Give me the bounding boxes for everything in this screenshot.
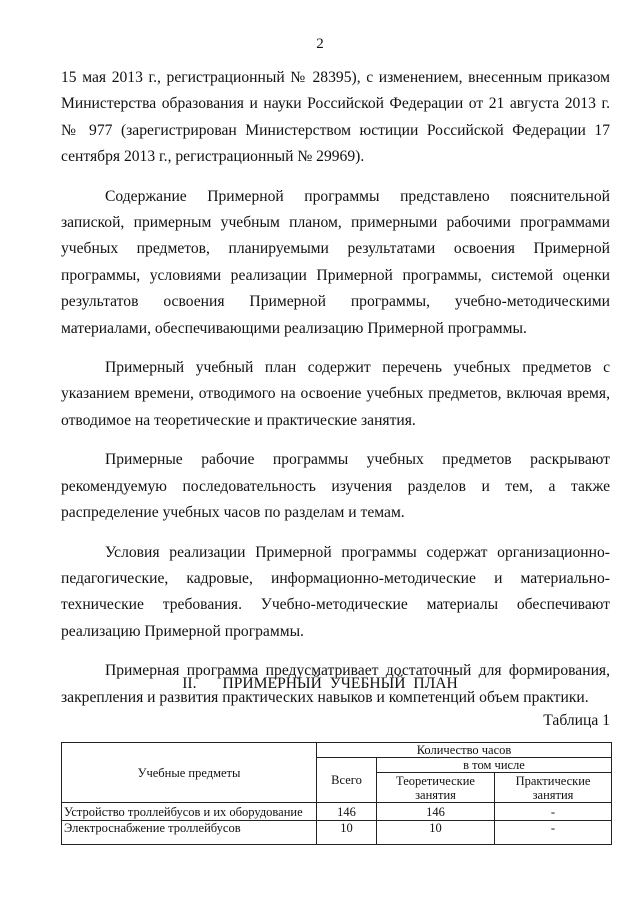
section-heading bbox=[0, 675, 640, 693]
header-practice: Практические занятия bbox=[495, 773, 612, 803]
paragraph: Примерные рабочие программы учебных предметов раскрывают рекомендуемую последовательность изучения разделов и тем, а также распределение учебных часов по разделам и темам. bbox=[61, 451, 610, 522]
page-number: 2 bbox=[316, 36, 324, 52]
paragraph: Примерный учебный план содержит перечень учебных предметов с указанием времени, отводимого на освоение учебных предметов, включая время, отводимое на теоретические и практические занятия. bbox=[61, 359, 610, 429]
total-cell: 146 bbox=[317, 803, 377, 821]
section-number: II. bbox=[182, 675, 197, 692]
theory-cell: 10 bbox=[377, 821, 495, 845]
curriculum-table bbox=[61, 742, 612, 845]
theory-cell: 146 bbox=[377, 803, 495, 821]
paragraph: Содержание Примерной программы представлено пояснительной запиской, примерным учебным планом, примерными рабочими программами учебных предметов, планируемыми результатами освоения Примерной программы, условиями реализации Примерной программы, системой оценки результатов освоения Примерной программы, учебно-методическими материалами, обеспечивающими реализацию Примерной программы. bbox=[61, 187, 610, 337]
header-hours: Количество часов bbox=[317, 743, 612, 758]
table-header-row bbox=[62, 743, 612, 758]
table-label: Таблица 1 bbox=[543, 712, 610, 729]
header-subjects: Учебные предметы bbox=[62, 743, 317, 803]
practice-cell: - bbox=[495, 803, 612, 821]
total-cell: 10 bbox=[317, 821, 377, 845]
paragraph: 15 мая 2013 г., регистрационный № 28395), с изменением, внесенным приказом Министерства образования и науки Российской Федерации от 21 августа 2013 г. № 977 (зарегистрирован Министерством юстиции Российской Федерации 17 сентября 2013 г., регистрационный № 29969). bbox=[61, 69, 610, 166]
header-theory: Теоретические занятия bbox=[377, 773, 495, 803]
subject-cell: Устройство троллейбусов и их оборудование bbox=[62, 803, 317, 821]
table-row bbox=[62, 803, 612, 821]
table-row bbox=[62, 821, 612, 845]
header-including: в том числе bbox=[377, 758, 612, 773]
subject-cell: Электроснабжение троллейбусов bbox=[62, 821, 317, 845]
section-title: ПРИМЕРНЫЙ УЧЕБНЫЙ ПЛАН bbox=[222, 675, 458, 692]
practice-cell: - bbox=[495, 821, 612, 845]
body-text bbox=[61, 65, 610, 724]
header-total: Всего bbox=[317, 758, 377, 803]
paragraph: Условия реализации Примерной программы содержат организационно-педагогические, кадровые, информационно-методические и материально-технические требования. Учебно-методические материалы обеспечивают реализацию Примерной программы. bbox=[61, 543, 610, 640]
paragraph: Примерная программа предусматривает достаточный для формирования, закрепления и развития практических навыков и компетенций объем практики. bbox=[61, 662, 610, 706]
